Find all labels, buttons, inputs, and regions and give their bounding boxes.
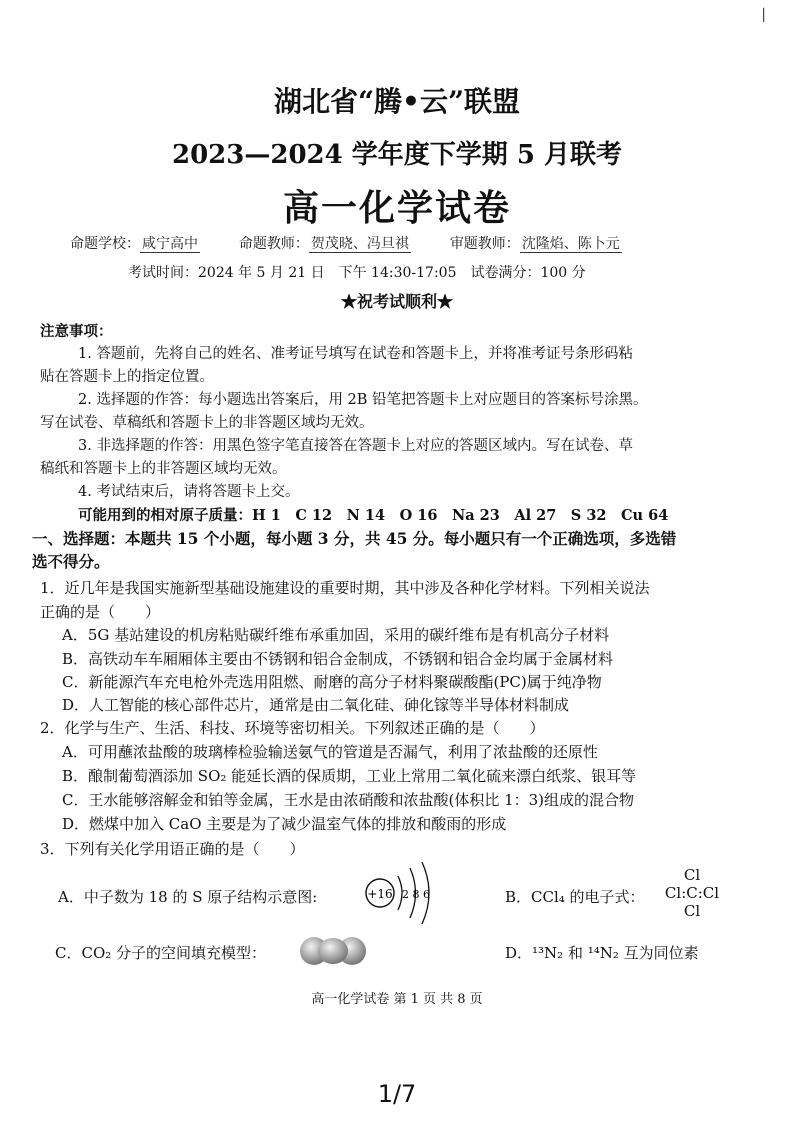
note-4: 4. 考试结束后，请将答题卡上交。 bbox=[78, 484, 300, 500]
q2-option-d: D．燃煤中加入 CaO 主要是为了减少温室气体的排放和酸雨的形成 bbox=[62, 815, 507, 833]
q3-option-d: D．¹³N₂ 和 ¹⁴N₂ 互为同位素 bbox=[505, 944, 699, 962]
q1-option-b: B．高铁动车车厢厢体主要由不锈钢和铝合金制成，不锈钢和铝合金均属于金属材料 bbox=[62, 650, 614, 668]
note-3-line-1: 3. 非选择题的作答：用黑色签字笔直接答在答题卡上对应的答题区域内。写在试卷、草 bbox=[78, 438, 633, 454]
section-1-heading-cont: 选不得分。 bbox=[32, 552, 110, 571]
sulfur-atom-structure-diagram bbox=[360, 858, 440, 928]
notes-heading: 注意事项： bbox=[40, 323, 113, 340]
q1-stem-line-2: 正确的是（ ） bbox=[40, 603, 161, 621]
note-1-line-2: 贴在答题卡上的指定位置。 bbox=[40, 369, 214, 385]
note-1-line-1: 1. 答题前，先将自己的姓名、准考证号填写在试卷和答题卡上，并将准考证号条形码粘 bbox=[78, 346, 633, 362]
atomic-masses: 可能用到的相对原子质量：H 1 C 12 N 14 O 16 Na 23 Al 27 S 32 Cu 64 bbox=[78, 507, 669, 524]
note-2-line-1: 2. 选择题的作答：每小题选出答案后，用 2B 铅笔把答题卡上对应题目的答案标号涂黑。 bbox=[78, 392, 648, 408]
q1-option-a: A．5G 基站建设的机房粘贴碳纤维布承重加固，采用的碳纤维布是有机高分子材料 bbox=[62, 626, 610, 644]
teacher-label: 命题教师： bbox=[238, 236, 309, 252]
note-3-line-2: 稿纸和答题卡上的非答题区域均无效。 bbox=[40, 461, 287, 477]
ccl4-bottom: Cl bbox=[683, 902, 701, 920]
school-name: 咸宁高中 bbox=[142, 236, 198, 252]
q3-option-a: A．中子数为 18 的 S 原子结构示意图: bbox=[58, 888, 318, 906]
note-2-line-2: 写在试卷、草稿纸和答题卡上的非答题区域均无效。 bbox=[40, 415, 374, 431]
page-indicator: 1/7 bbox=[377, 1080, 417, 1108]
q3-option-b: B．CCl₄ 的电子式： bbox=[505, 888, 645, 906]
staff-line bbox=[70, 233, 622, 253]
q3-stem: 3．下列有关化学用语正确的是（ ） bbox=[40, 840, 305, 858]
corner-mark: ▕ bbox=[754, 8, 764, 22]
ccl4-middle: Cl:C:Cl bbox=[664, 884, 720, 902]
page-footer: 高一化学试卷 第 1 页 共 8 页 bbox=[311, 992, 483, 1007]
exam-term-title: 2023—2024 学年度下学期 5 月联考 bbox=[172, 140, 622, 170]
q3-option-c: C．CO₂ 分子的空间填充模型： bbox=[55, 944, 267, 962]
ccl4-top: Cl bbox=[683, 866, 701, 884]
teacher-names: 贺茂晓、冯旦祺 bbox=[310, 236, 409, 252]
nucleus-charge: +16 bbox=[367, 887, 393, 901]
q1-option-c: C．新能源汽车充电枪外壳选用阻燃、耐磨的高分子材料聚碳酸酯(PC)属于纯净物 bbox=[62, 673, 602, 691]
q1-stem-line-1: 1．近几年是我国实施新型基础设施建设的重要时期，其中涉及各种化学材料。下列相关说法 bbox=[40, 579, 650, 597]
q2-stem: 2．化学与生产、生活、科技、环境等密切相关。下列叙述正确的是（ ） bbox=[40, 719, 545, 737]
school-label: 命题学校： bbox=[70, 236, 140, 252]
page-title: 高一化学试卷 bbox=[282, 187, 511, 229]
exam-union-title: 湖北省“腾•云”联盟 bbox=[273, 85, 521, 118]
good-luck-banner: ★祝考试顺利★ bbox=[340, 292, 453, 311]
co2-space-filling-model bbox=[298, 934, 368, 968]
ccl4-electron-formula bbox=[652, 866, 732, 920]
q2-option-b: B．酿制葡萄酒添加 SO₂ 能延长酒的保质期，工业上常用二氧化硫来漂白纸浆、银耳等 bbox=[62, 767, 637, 785]
reviewer-names: 沈隆焰、陈卜元 bbox=[521, 236, 620, 252]
q2-option-c: C．王水能够溶解金和铂等金属，王水是由浓硝酸和浓盐酸(体积比 1：3)组成的混合物 bbox=[62, 791, 635, 809]
q1-option-d: D．人工智能的核心部件芯片，通常是由二氧化硅、砷化镓等半导体材料制成 bbox=[62, 696, 570, 714]
section-1-heading: 一、选择题：本题共 15 个小题，每小题 3 分，共 45 分。每小题只有一个正确选项，多选错 bbox=[32, 529, 677, 548]
electron-shells: 2 8 6 bbox=[402, 888, 430, 901]
reviewer-label: 审题教师： bbox=[449, 236, 520, 252]
exam-time-line: 考试时间：2024 年 5 月 21 日 下午 14:30-17:05 试卷满分：100 分 bbox=[128, 265, 586, 281]
q2-option-a: A．可用蘸浓盐酸的玻璃棒检验输送氨气的管道是否漏气，利用了浓盐酸的还原性 bbox=[62, 743, 598, 761]
